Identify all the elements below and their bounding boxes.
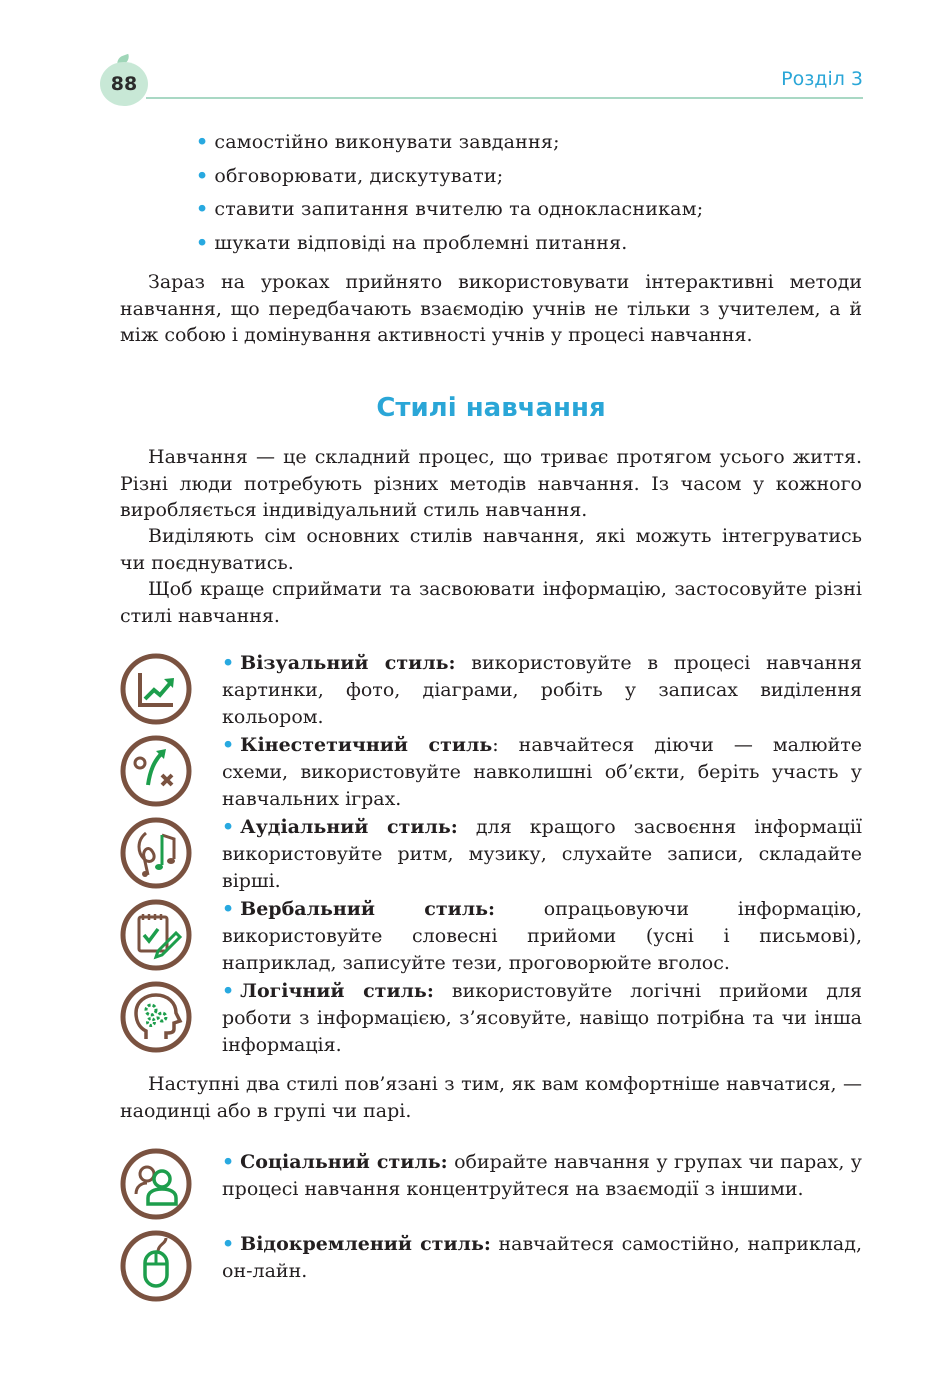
group-people-icon	[118, 1146, 194, 1222]
bullet-dot-icon: •	[196, 198, 209, 220]
skills-list	[196, 126, 703, 260]
style-kinesthetic	[222, 732, 862, 813]
bullet-dot-icon: •	[222, 652, 235, 674]
head-gears-icon	[118, 979, 194, 1055]
music-notes-icon	[118, 815, 194, 891]
chart-growth-icon	[118, 651, 194, 727]
style-name: Логічний стиль:	[240, 980, 434, 1002]
list-item: • шукати відповіді на проблемні питання.	[196, 231, 628, 254]
page-number-badge	[100, 58, 148, 106]
style-name: Візуальний стиль:	[240, 652, 456, 674]
interactive-methods-paragraph: Зараз на уроках прийнято використовувати інтерактивні методи навчання, що передбачають взаємодію учнів не тільки з учителем, а й між собою і домінування активності учнів у процесі навчання.	[120, 271, 862, 346]
notepad-pencil-icon	[118, 897, 194, 973]
bullet-dot-icon: •	[196, 164, 209, 187]
apply-styles-paragraph: Щоб краще сприймати та засвоювати інформацію, застосовуйте різні стилі навчання.	[120, 578, 862, 627]
bullet-dot-icon: •	[196, 231, 209, 254]
computer-mouse-icon	[118, 1228, 194, 1304]
header-divider	[146, 97, 863, 99]
list-item: • самостійно виконувати завдання;	[196, 131, 560, 153]
style-auditory	[222, 814, 862, 895]
style-description: використовуйте логічні прийоми для роботи з інформацією, з’ясовуйте, навіщо потрібна та чи інша інформація.	[222, 980, 862, 1056]
style-description: навчайтеся самостійно, наприклад, он-лайн.	[222, 1233, 862, 1282]
style-solitary	[222, 1231, 862, 1285]
bullet-dot-icon: •	[222, 980, 235, 1002]
style-description: для кращого засвоєння інформації використовуйте ритм, музику, слухайте записи, складайте вірші.	[222, 816, 863, 892]
bullet-dot-icon: •	[222, 1151, 235, 1173]
social-styles-intro: Наступні два стилі пов’язані з тим, як вам комфортніше навчатися, — наодинці або в групі чи парі.	[120, 1073, 862, 1122]
style-name: Вербальний стиль:	[240, 898, 496, 920]
style-description: використовуйте в процесі навчання картинки, фото, діаграми, робіть у записах виділення кольором.	[222, 652, 862, 728]
style-social	[222, 1149, 862, 1203]
section-heading: Стилі навчання	[376, 393, 606, 423]
style-verbal	[222, 896, 862, 977]
bullet-dot-icon: •	[222, 816, 235, 838]
seven-styles-paragraph: Виділяють сім основних стилів навчання, які можуть інтегруватись чи поєднуватись.	[120, 525, 862, 574]
list-item: • обговорювати, дискутувати;	[196, 164, 504, 187]
bullet-dot-icon: •	[222, 1233, 235, 1255]
style-description: опрацьовуючи інформацію, використовуйте словесні прийоми (усні і письмові), наприклад, записуйте тези, проговорюйте вголос.	[222, 898, 863, 974]
section-label: Розділ 3	[781, 68, 863, 90]
learning-paragraph: Навчання — це складний процес, що триває протягом усього життя. Різні люди потребують різних методів навчання. Із часом у кожного виробляється індивідуальний стиль навчання.	[120, 446, 862, 521]
style-visual	[222, 650, 862, 731]
style-name: Соціальний стиль:	[240, 1151, 448, 1173]
style-description: обирайте навчання у групах чи парах, у процесі навчання концентруйтеся на взаємодії з іншими.	[222, 1151, 862, 1200]
bullet-dot-icon: •	[196, 131, 209, 153]
style-name: Відокремлений стиль:	[240, 1233, 491, 1255]
strategy-icon	[118, 733, 194, 809]
style-name: Аудіальний стиль:	[240, 816, 458, 838]
page-number: 88	[110, 73, 138, 95]
style-logical	[222, 978, 862, 1059]
style-description: : навчайтеся діючи — малюйте схеми, використовуйте навколишні об’єкти, беріть участь у навчальних іграх.	[222, 734, 862, 810]
bullet-dot-icon: •	[222, 734, 235, 756]
style-name: Кінестетичний стиль	[240, 734, 493, 756]
bullet-dot-icon: •	[222, 898, 235, 920]
list-item: • ставити запитання вчителю та однокласникам;	[196, 198, 704, 220]
